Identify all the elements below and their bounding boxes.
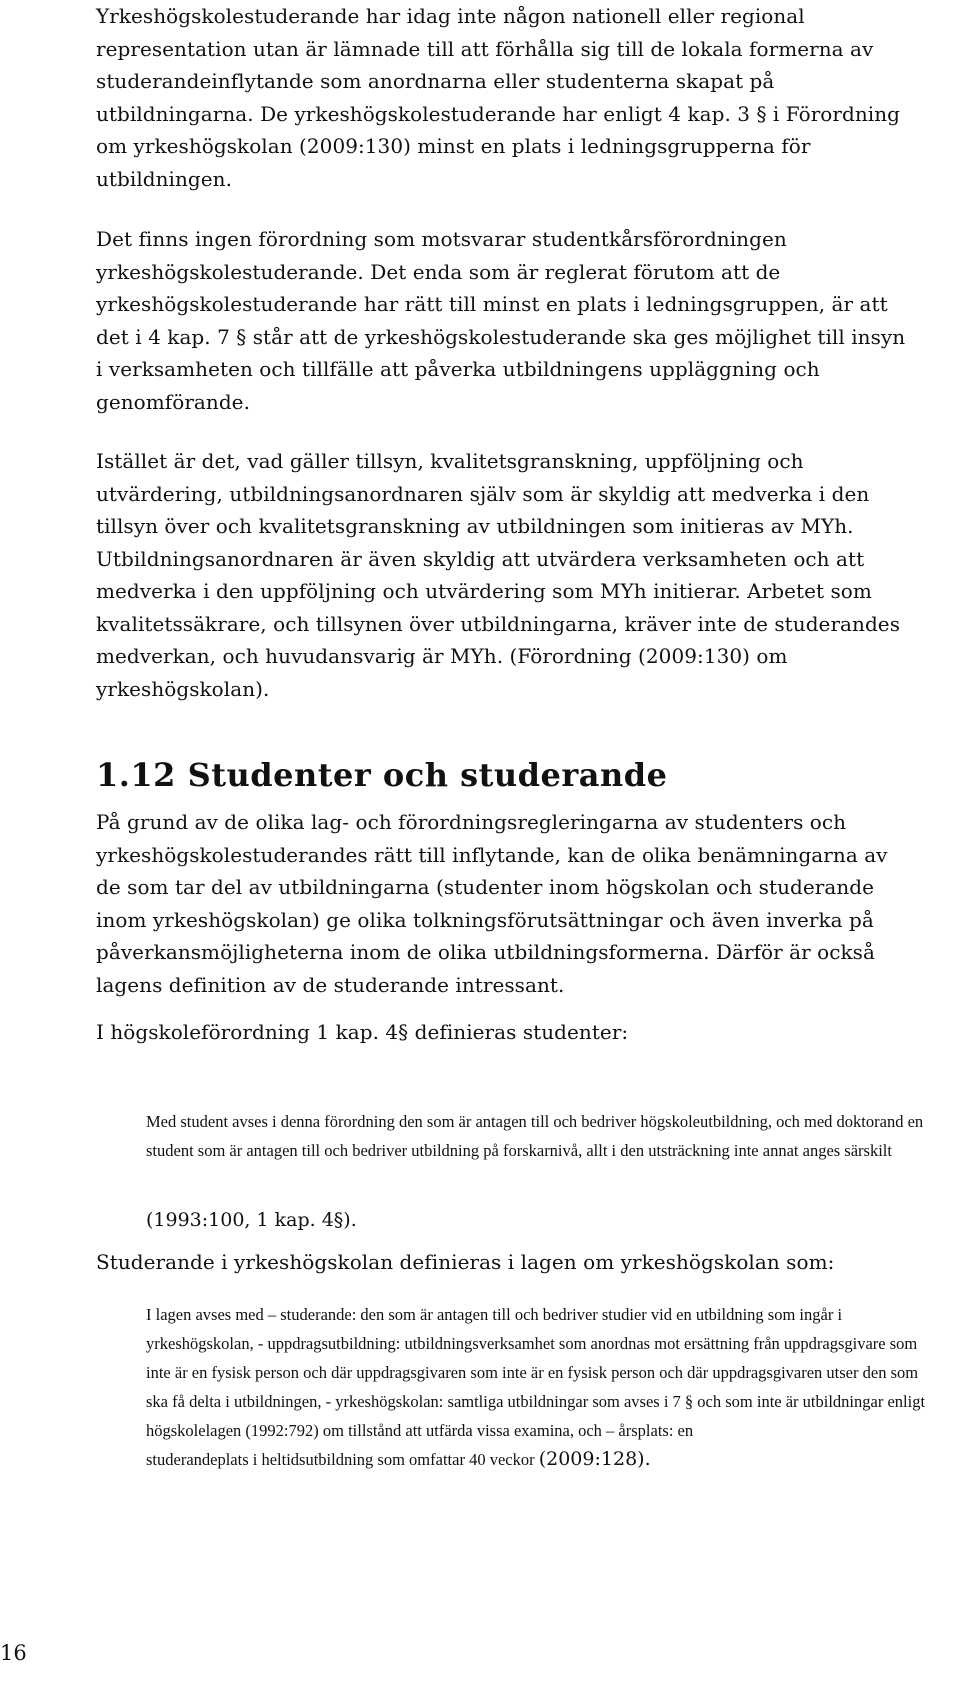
paragraph-supervision: Istället är det, vad gäller tillsyn, kvalitetsgranskning, uppföljning och utvärdering, utbildningsanordnaren själv som är skyldig att medverka i den tillsyn över och kvalitetsgranskning av utbildningen som initieras av MYh. Utbildningsanordnaren är även skyldig att utvärdera verksamheten och att medverka i den uppföljning och utvärdering som MYh initierar. Arbetet som kvalitetssäkrare, och tillsynen över utbildningarna, kräver inte de studerandes medverkan, och huvudansvarig är MYh. (Förordning (2009:130) om yrkeshögskolan).	[96, 449, 901, 701]
quote-yrkeshogskolelag-body: I lagen avses med – studerande: den som är antagen till och bedriver studier vid en utbildning som ingår i yrkeshögskolan, - uppdragsutbildning: utbildningsverksamhet som anordnas mot ersättning från uppdragsgivare som inte är en fysisk person och där uppdragsgivaren som inte är en fysisk person och där uppdragsgivaren utser den som ska få delta i utbildningen, - yrkeshögskolan: samtliga utbildningar som avses i 7 § och som inte är utbildningar enligt högskolelagen (1992:792) om tillstånd att utfärda vissa examina, och – årsplats: en	[146, 1305, 926, 1440]
quote-yrkeshogskolelag-last-text: studerandeplats i heltidsutbildning som omfattar 40 veckor	[146, 1450, 535, 1469]
paragraph-terminology: På grund av de olika lag- och förordningsregleringarna av studenters och yrkeshögskolestuderandes rätt till inflytande, kan de olika benämningarna av de som tar del av utbildningarna (studenter inom högskolan och studerande inom yrkeshögskolan) ge olika tolkningsförutsättningar och även inverka på påverkansmöjligheterna inom de olika utbildningsformerna. Därför är också lagens definition av de studerande intressant.	[96, 810, 888, 997]
page-number: 16	[0, 1641, 27, 1665]
quote-hogskoleforordning: Med student avses i denna förordning den som är antagen till och bedriver högskoleutbildning, och med doktorand en student som är antagen till och bedriver utbildning på forskarnivå, allt i den utsträckning inte annat anges särskilt	[146, 1112, 924, 1160]
quote-yrkeshogskolelag	[146, 1300, 936, 1474]
paragraph-regulation: Det finns ingen förordning som motsvarar studentkårsförordningen yrkeshögskolestuderande. Det enda som är reglerat förutom att de yrkeshögskolestuderande har rätt till minst en plats i ledningsgruppen, är att det i 4 kap. 7 § står att de yrkeshögskolestuderande ska ges möjlighet till insyn i verksamheten och tillfälle att påverka utbildningens uppläggning och genomförande.	[96, 227, 906, 414]
paragraph-representation: Yrkeshögskolestuderande har idag inte någon nationell eller regional representation utan är lämnade till att förhålla sig till de lokala formerna av studerandeinflytande som anordnarna eller studenterna skapat på utbildningarna. De yrkeshögskolestuderande har enligt 4 kap. 3 § i Förordning om yrkeshögskolan (2009:130) minst en plats i ledningsgrupperna för utbildningen.	[96, 4, 901, 191]
quote-yrkeshogskolelag-citation: (2009:128).	[538, 1448, 651, 1470]
paragraph-yrkeshogskola-intro: Studerande i yrkeshögskolan definieras i lagen om yrkeshögskolan som:	[96, 1250, 835, 1274]
quote-yrkeshogskolelag-last-line	[146, 1445, 936, 1474]
quote-hogskoleforordning-citation: (1993:100, 1 kap. 4§).	[146, 1209, 357, 1231]
section-heading: 1.12 Studenter och studerande	[96, 756, 668, 794]
paragraph-hogskola-intro: I högskoleförordning 1 kap. 4§ definieras studenter:	[96, 1020, 629, 1044]
